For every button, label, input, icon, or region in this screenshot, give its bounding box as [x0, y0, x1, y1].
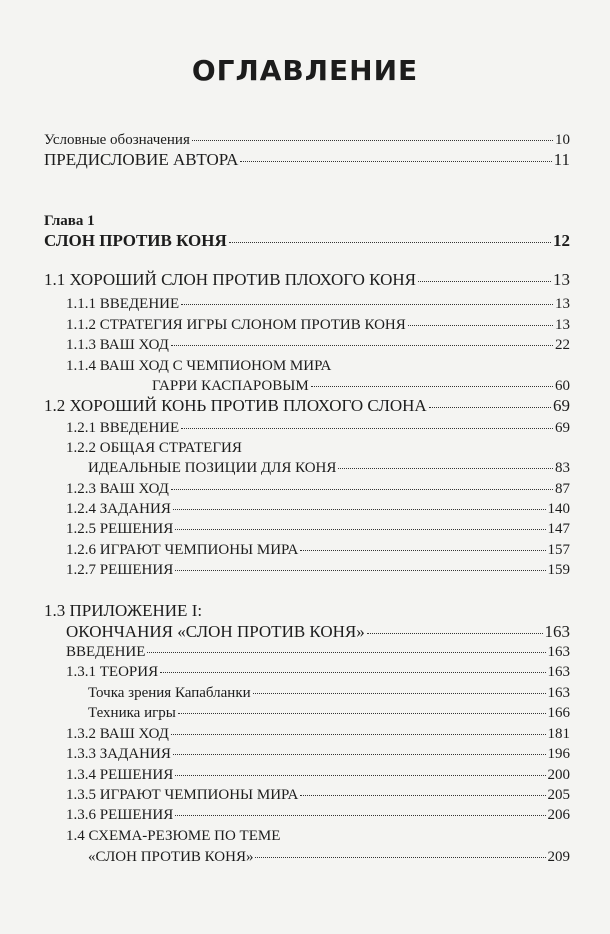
toc-entry — [88, 684, 570, 703]
dot-leader — [171, 734, 546, 735]
toc-entry-label: ОКОНЧАНИЯ «СЛОН ПРОТИВ КОНЯ» — [66, 622, 365, 641]
toc-entry-page-number: 11 — [553, 150, 570, 169]
dot-leader — [147, 652, 545, 653]
dot-leader — [229, 242, 551, 243]
toc-entry-label: 1.1.3 ВАШ ХОД — [66, 337, 169, 353]
toc-entry-label: Техника игры — [88, 705, 176, 721]
dot-leader — [429, 407, 551, 408]
toc-entry — [88, 704, 570, 723]
toc-entry — [88, 459, 570, 478]
toc-entry-label: 1.2.2 ОБЩАЯ СТРАТЕГИЯ — [66, 440, 242, 456]
toc-entry-page-number: 147 — [547, 521, 570, 537]
dot-leader — [175, 529, 545, 530]
toc-entry — [66, 806, 570, 825]
toc-entry-page-number: 83 — [555, 460, 570, 476]
dot-leader — [171, 345, 553, 346]
dot-leader — [311, 386, 553, 387]
dot-leader — [181, 428, 553, 429]
toc-entry-page-number: 22 — [555, 337, 570, 353]
toc-entry-page-number: 163 — [547, 664, 570, 680]
toc-entry-label: 1.1.4 ВАШ ХОД С ЧЕМПИОНОМ МИРА — [66, 358, 332, 374]
toc-entry-page-number: 196 — [547, 746, 570, 762]
toc-entry-label: ИДЕАЛЬНЫЕ ПОЗИЦИИ ДЛЯ КОНЯ — [88, 460, 337, 476]
toc-entry — [66, 663, 570, 682]
dot-leader — [192, 140, 553, 141]
toc-entry-label: Глава 1 — [44, 213, 95, 229]
dot-leader — [171, 489, 553, 490]
toc-entry-label: ГАРРИ КАСПАРОВЫМ — [152, 378, 309, 394]
toc-entry — [66, 520, 570, 539]
toc-entry-label: 1.2.4 ЗАДАНИЯ — [66, 501, 171, 517]
toc-entry-page-number: 69 — [553, 396, 570, 415]
dot-leader — [255, 857, 545, 858]
toc-entry-label: ПРЕДИСЛОВИЕ АВТОРА — [44, 150, 239, 169]
toc-entry-page-number: 69 — [555, 420, 570, 436]
toc-entry — [44, 602, 202, 620]
toc-entry-page-number: 12 — [553, 231, 570, 250]
dot-leader — [338, 468, 553, 469]
dot-leader — [300, 795, 545, 796]
toc-entry — [66, 643, 570, 662]
toc-entry-page-number: 209 — [547, 849, 570, 865]
dot-leader — [253, 693, 546, 694]
toc-entry-page-number: 159 — [547, 562, 570, 578]
toc-entry-page-number: 181 — [547, 726, 570, 742]
toc-entry-label: 1.3.4 РЕШЕНИЯ — [66, 767, 174, 783]
toc-entry — [88, 848, 570, 867]
toc-entry-label: 1.3.6 РЕШЕНИЯ — [66, 807, 174, 823]
toc-entry — [66, 295, 570, 314]
toc-entry-label: 1.3.2 ВАШ ХОД — [66, 726, 169, 742]
toc-entry-page-number: 13 — [555, 317, 570, 333]
toc-entry — [66, 419, 570, 438]
toc-entry — [44, 271, 570, 290]
toc-entry-page-number: 10 — [555, 132, 570, 148]
toc-entry-label: ВВЕДЕНИЕ — [66, 644, 146, 660]
dot-leader — [181, 304, 553, 305]
dot-leader — [408, 325, 553, 326]
toc-entry — [44, 151, 570, 170]
dot-leader — [178, 713, 546, 714]
toc-entry — [66, 336, 570, 355]
dot-leader — [175, 815, 545, 816]
toc-entry-label: «СЛОН ПРОТИВ КОНЯ» — [88, 849, 254, 865]
toc-entry — [66, 623, 570, 642]
toc-entry-label: 1.2.6 ИГРАЮТ ЧЕМПИОНЫ МИРА — [66, 542, 299, 558]
toc-entry-page-number: 157 — [547, 542, 570, 558]
toc-entry-page-number: 206 — [547, 807, 570, 823]
toc-entry — [66, 500, 570, 519]
toc-entry-label: 1.1.2 СТРАТЕГИЯ ИГРЫ СЛОНОМ ПРОТИВ КОНЯ — [66, 317, 406, 333]
toc-entry — [66, 725, 570, 744]
toc-entry-label: 1.2.7 РЕШЕНИЯ — [66, 562, 174, 578]
toc-entry-page-number: 140 — [547, 501, 570, 517]
toc-entry-page-number: 205 — [547, 787, 570, 803]
toc-entry-page-number: 166 — [547, 705, 570, 721]
toc-entry-page-number: 87 — [555, 481, 570, 497]
toc-entry — [44, 232, 570, 251]
toc-entry-page-number: 13 — [555, 296, 570, 312]
toc-entry-label: 1.2 ХОРОШИЙ КОНЬ ПРОТИВ ПЛОХОГО СЛОНА — [44, 396, 427, 415]
toc-entry-page-number: 163 — [544, 622, 570, 641]
dot-leader — [173, 754, 546, 755]
toc-entry-label: СЛОН ПРОТИВ КОНЯ — [44, 231, 227, 250]
toc-entry — [44, 212, 95, 230]
dot-leader — [240, 161, 551, 162]
toc-entry-page-number: 163 — [547, 685, 570, 701]
toc-entry — [66, 480, 570, 499]
dot-leader — [300, 550, 545, 551]
toc-entry-label: 1.3.1 ТЕОРИЯ — [66, 664, 159, 680]
dot-leader — [175, 775, 545, 776]
toc-entry-label: 1.3 ПРИЛОЖЕНИЕ I: — [44, 601, 203, 620]
dot-leader — [175, 570, 545, 571]
toc-entry — [66, 827, 280, 845]
dot-leader — [160, 672, 545, 673]
toc-entry-label: 1.1.1 ВВЕДЕНИЕ — [66, 296, 180, 312]
toc-entry-label: 1.2.1 ВВЕДЕНИЕ — [66, 420, 180, 436]
toc-entry-label: 1.1 ХОРОШИЙ СЛОН ПРОТИВ ПЛОХОГО КОНЯ — [44, 270, 416, 289]
toc-entry — [66, 745, 570, 764]
toc-entry — [66, 357, 331, 375]
toc-entry-label: 1.3.3 ЗАДАНИЯ — [66, 746, 171, 762]
toc-entry — [44, 131, 570, 150]
dot-leader — [173, 509, 546, 510]
dot-leader — [367, 633, 543, 634]
toc-entry — [66, 541, 570, 560]
toc-entry-label: 1.3.5 ИГРАЮТ ЧЕМПИОНЫ МИРА — [66, 787, 299, 803]
toc-entry — [66, 786, 570, 805]
dot-leader — [418, 281, 551, 282]
toc-entry-page-number: 13 — [553, 270, 570, 289]
toc-entry — [44, 397, 570, 416]
page-title: ОГЛАВЛЕНИЕ — [191, 54, 419, 87]
toc-entry-label: Точка зрения Капабланки — [88, 685, 251, 701]
toc-entry-page-number: 200 — [547, 767, 570, 783]
toc-entry-label: 1.4 СХЕМА-РЕЗЮМЕ ПО ТЕМЕ — [66, 828, 281, 844]
toc-entry-label: Условные обозначения — [44, 132, 190, 148]
toc-entry — [152, 377, 570, 396]
toc-entry — [66, 439, 242, 457]
toc-entry — [66, 316, 570, 335]
toc-entry-page-number: 163 — [547, 644, 570, 660]
toc-entry-label: 1.2.3 ВАШ ХОД — [66, 481, 169, 497]
toc-entry — [66, 766, 570, 785]
toc-entry-label: 1.2.5 РЕШЕНИЯ — [66, 521, 174, 537]
toc-entry — [66, 561, 570, 580]
toc-entry-page-number: 60 — [555, 378, 570, 394]
